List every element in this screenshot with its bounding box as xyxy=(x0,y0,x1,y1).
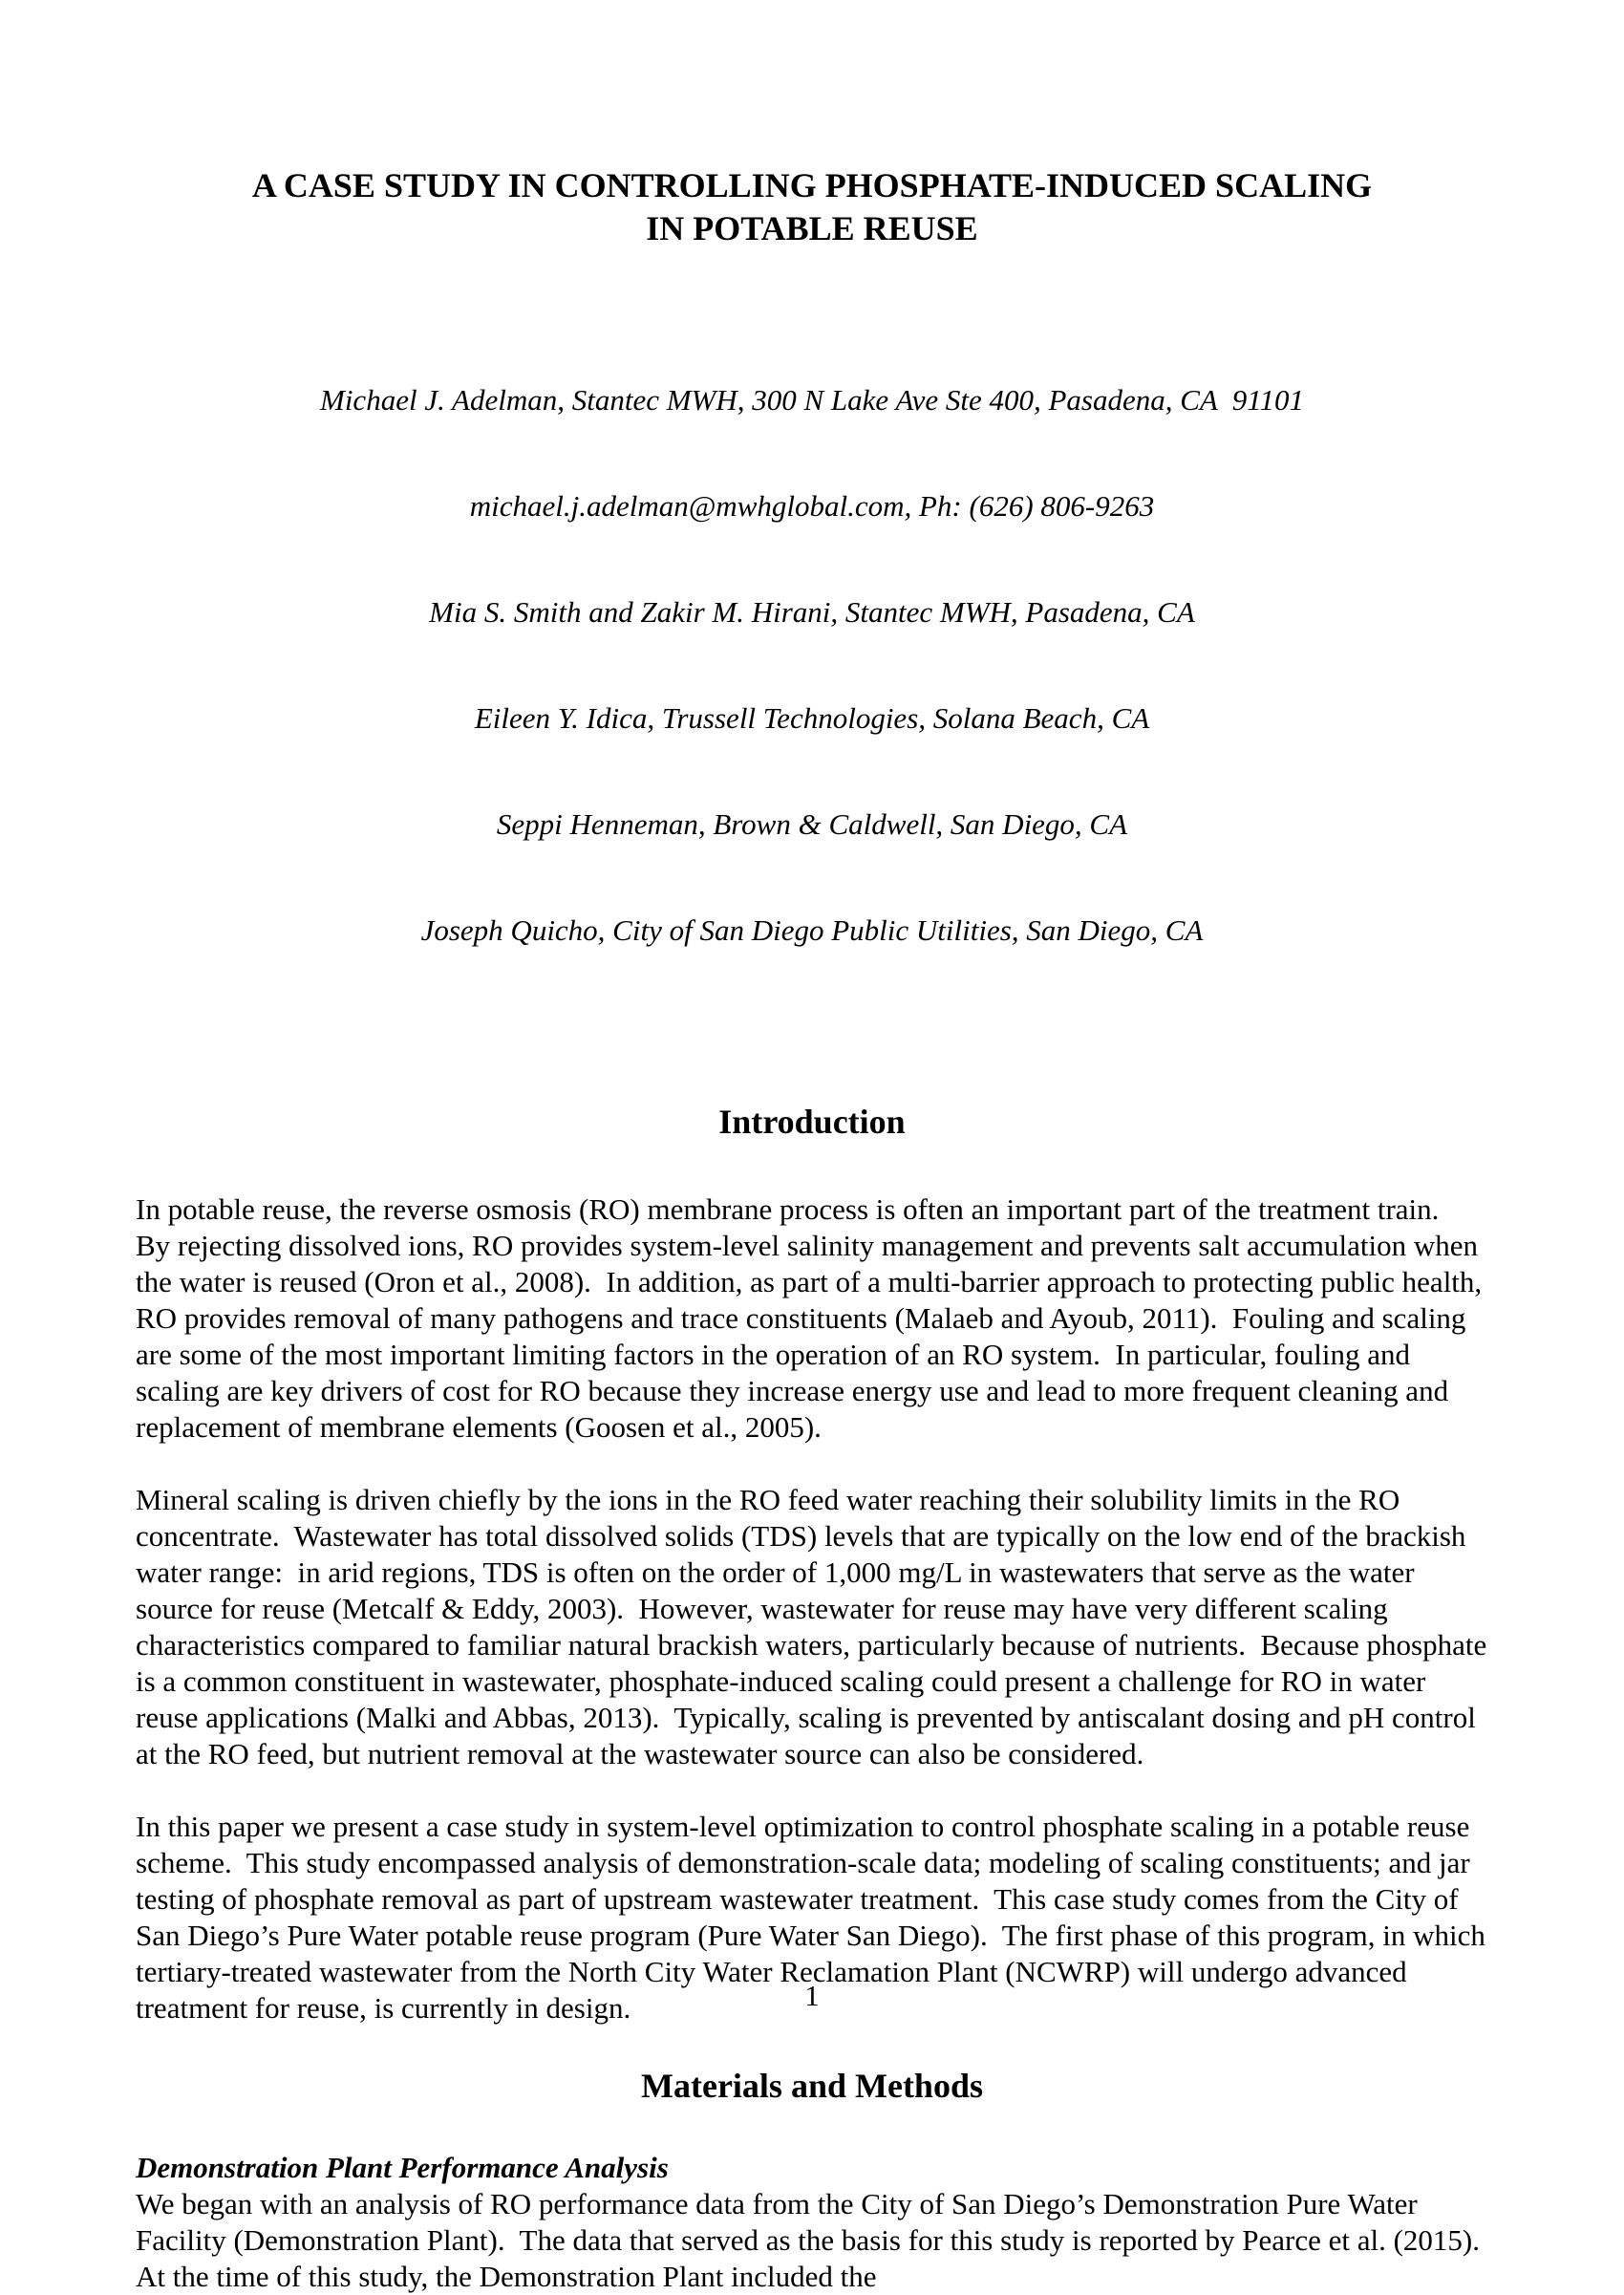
paper-title-line1: A CASE STUDY IN CONTROLLING PHOSPHATE-INDUCED SCALING xyxy=(251,166,1373,204)
materials-methods-paragraph-1: We began with an analysis of RO performance data from the City of San Diego’s Demonstration Pure Water Facility (Demonstration Plant). The data that served as the basis for this study is reported by Pearce et al. (2015). At the time of this study, the Demonstration Plant included the xyxy=(136,2187,1493,2293)
author-contact-line: michael.j.adelman@mwhglobal.com, Ph: (626) 806-9263 xyxy=(469,489,1155,523)
author-line: Seppi Henneman, Brown & Caldwell, San Diego, CA xyxy=(496,807,1128,841)
introduction-heading: Introduction xyxy=(718,1103,906,1141)
page-number: 1 xyxy=(804,1979,820,2012)
introduction-paragraph-1: In potable reuse, the reverse osmosis (RO) membrane process is often an important part of the treatment train. By rejecting dissolved ions, RO provides system-level salinity management and prevents salt accumulation when the water is reused (Oron et al., 2008). In addition, as part of a multi-barrier approach to protecting public health, RO provides removal of many pathogens and trace constituents (Malaeb and Ayoub, 2011). Fouling and scaling are some of the most important limiting factors in the operation of an RO system. In particular, fouling and scaling are key drivers of cost for RO because they increase energy use and lead to more frequent cleaning and replacement of membrane elements (Goosen et al., 2005). xyxy=(136,1192,1489,1444)
author-line: Mia S. Smith and Zakir M. Hirani, Stantec MWH, Pasadena, CA xyxy=(429,595,1195,629)
introduction-paragraph-2: Mineral scaling is driven chiefly by the ions in the RO feed water reaching their solubility limits in the RO concentrate. Wastewater has total dissolved solids (TDS) levels that are typically on the low end of the brackish water range: in arid regions, TDS is often on the order of 1,000 mg/L in wastewaters that serve as the water source for reuse (Metcalf & Eddy, 2003). However, wastewater for reuse may have very different scaling characteristics compared to familiar natural brackish waters, particularly because of nutrients. Because phosphate is a common constituent in wastewater, phosphate-induced scaling could present a challenge for RO in water reuse applications (Malki and Abbas, 2013). Typically, scaling is prevented by antiscalant dosing and pH control at the RO feed, but nutrient removal at the wastewater source can also be considered. xyxy=(136,1483,1494,1770)
introduction-paragraph-3: In this paper we present a case study in system-level optimization to control phosphate scaling in a potable reuse scheme. This study encompassed analysis of demonstration-scale data; modeling of scaling constituents; and jar testing of phosphate removal as part of upstream wastewater treatment. This case study comes from the City of San Diego’s Pure Water potable reuse program (Pure Water San Diego). The first phase of this program, in which tertiary-treated wastewater from the North City Water Reclamation Plant (NCWRP) will undergo advanced treatment for reuse, is currently in design. xyxy=(136,1810,1493,2025)
materials-methods-heading: Materials and Methods xyxy=(641,2067,983,2105)
author-line: Michael J. Adelman, Stantec MWH, 300 N Lake Ave Ste 400, Pasadena, CA 91101 xyxy=(320,383,1304,417)
demonstration-plant-subheading: Demonstration Plant Performance Analysis xyxy=(136,2151,669,2184)
paper-title xyxy=(136,164,1488,250)
author-line: Eileen Y. Idica, Trussell Technologies, Solana Beach, CA xyxy=(474,701,1150,735)
author-line: Joseph Quicho, City of San Diego Public Utilities, San Diego, CA xyxy=(420,913,1204,947)
paper-title-line2: IN POTABLE REUSE xyxy=(646,209,978,247)
author-block xyxy=(136,311,1488,1019)
